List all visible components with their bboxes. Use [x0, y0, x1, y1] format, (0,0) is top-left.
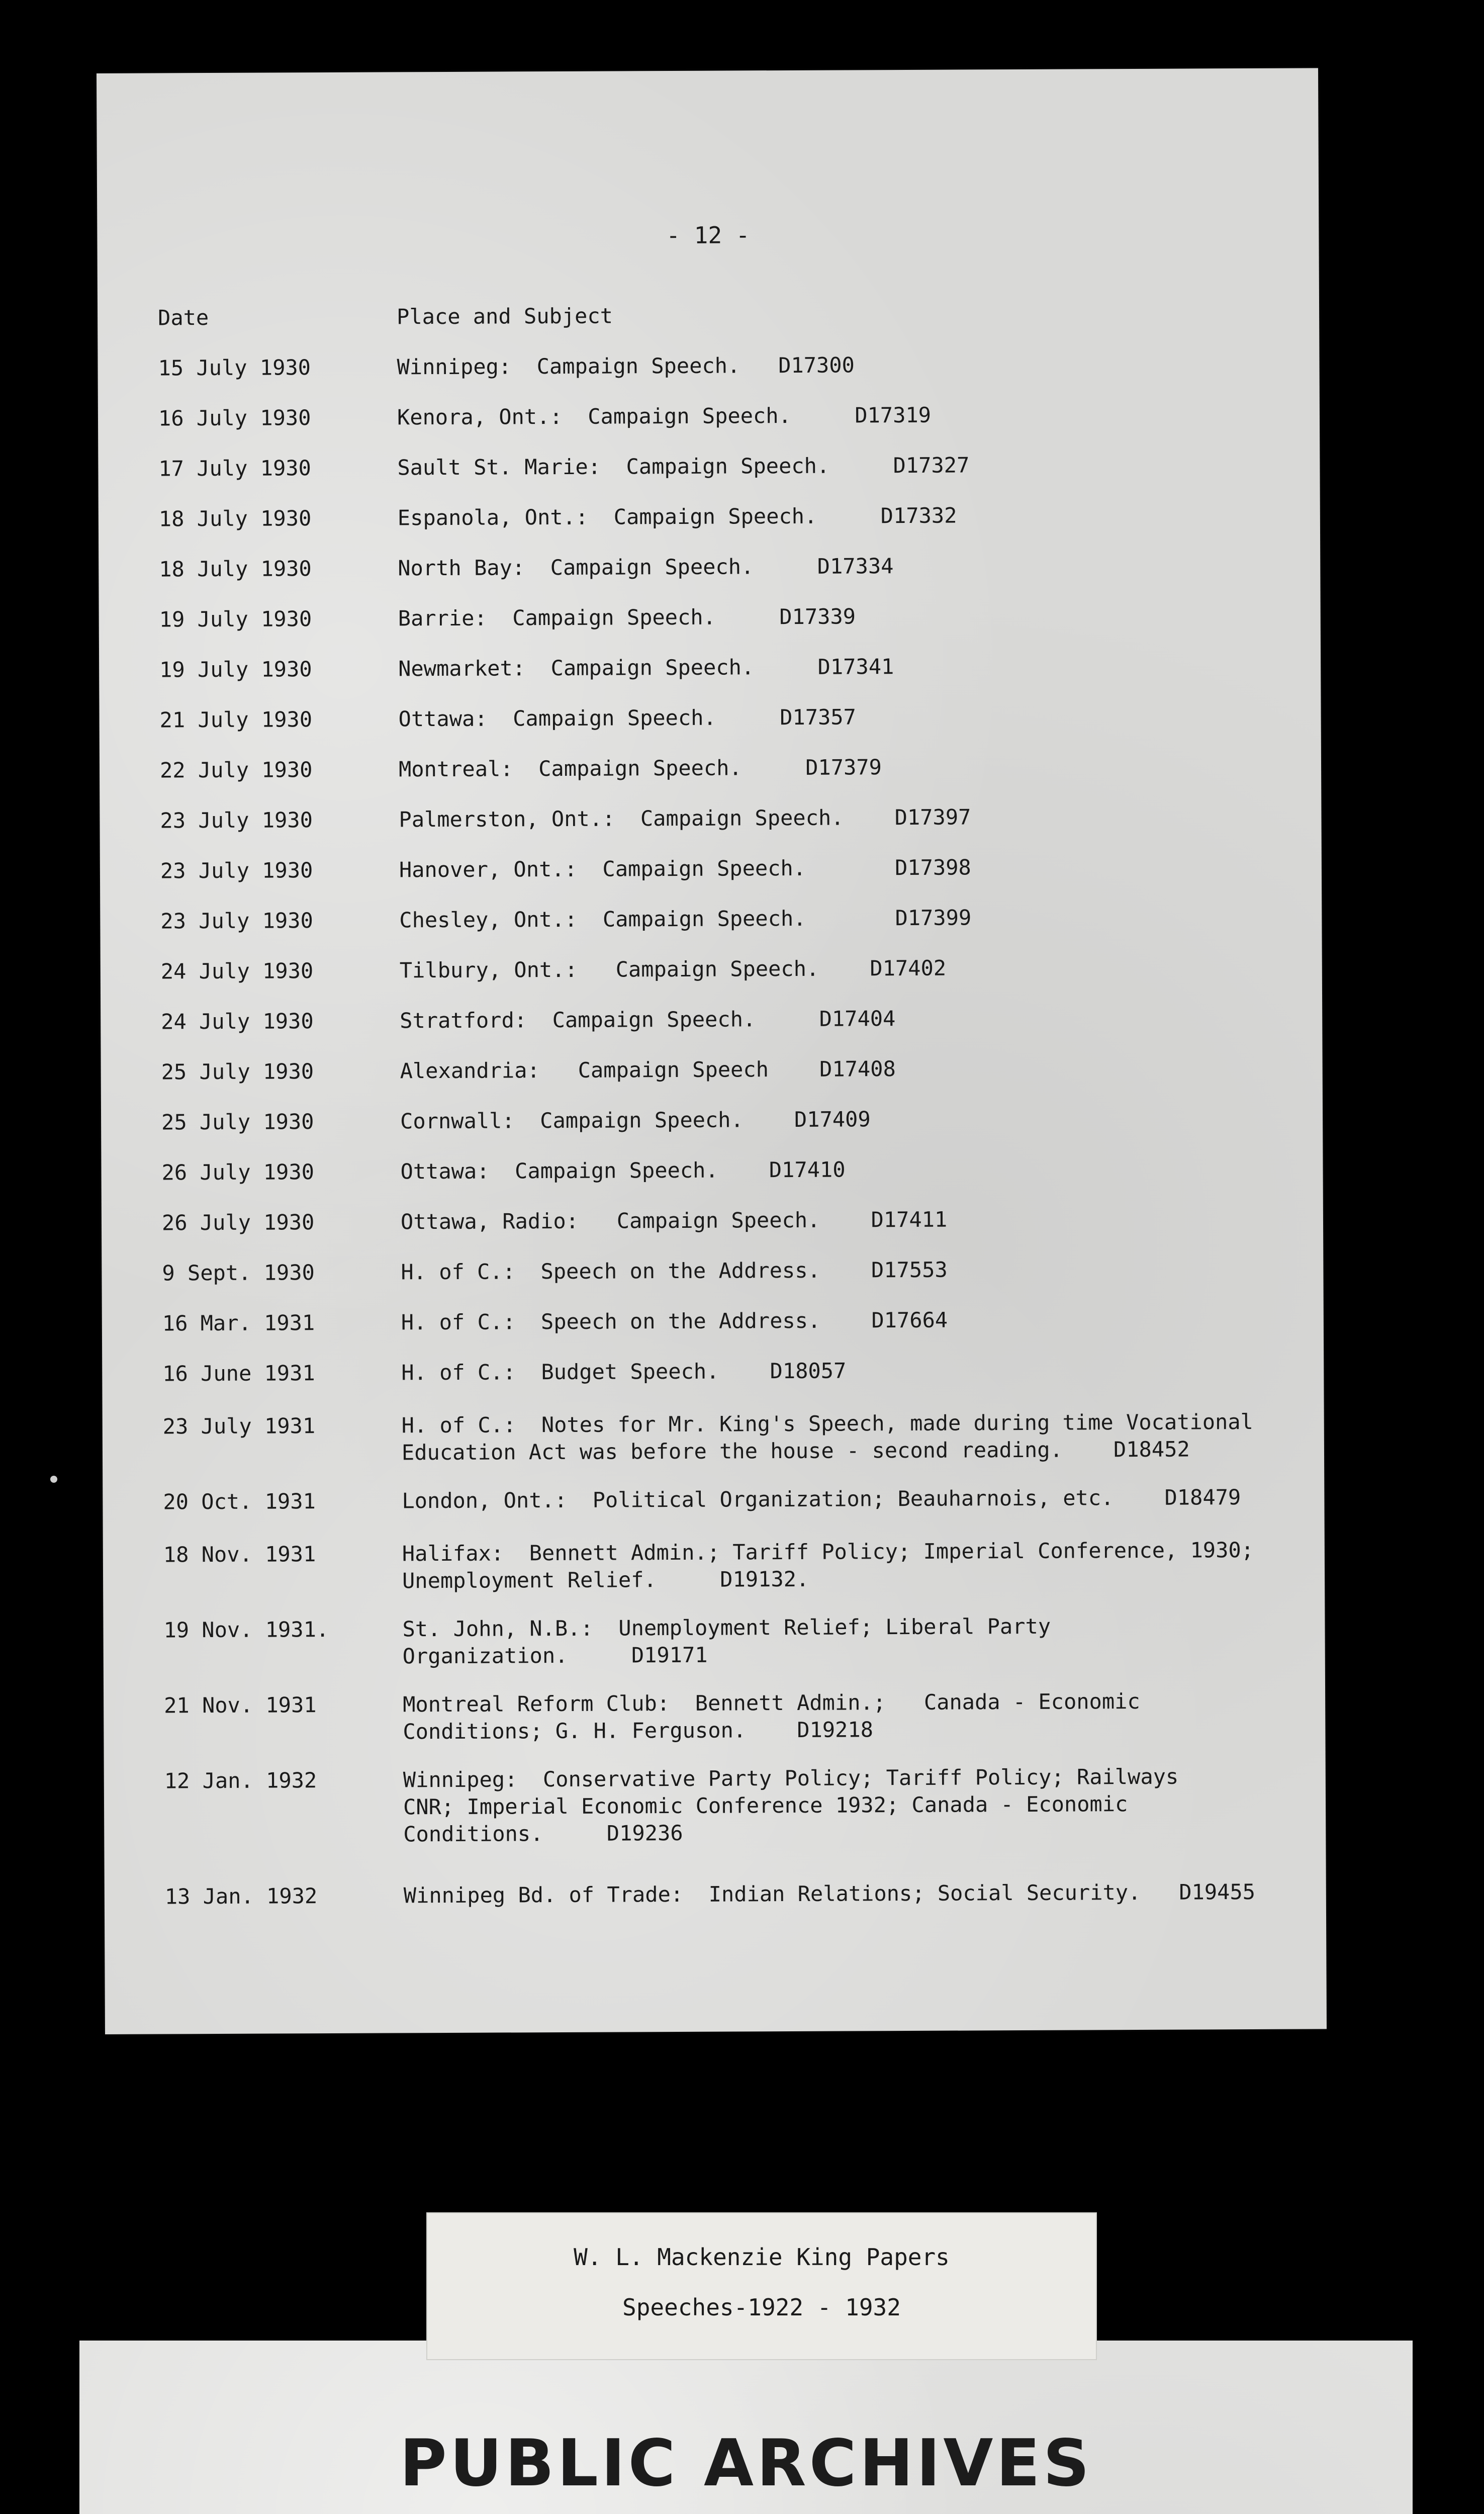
entry-date: 18 Nov. 1931 — [163, 1542, 316, 1567]
entry-subject: Stratford: Campaign Speech. D17404 — [400, 1006, 896, 1033]
entry-date: 12 Jan. 1932 — [164, 1768, 317, 1793]
entry-subject: Ottawa, Radio: Campaign Speech. D17411 — [400, 1207, 948, 1234]
entry-subject: Tilbury, Ont.: Campaign Speech. D17402 — [399, 955, 947, 983]
date-column-header: Date — [158, 305, 209, 330]
entry-subject: Halifax: Bennett Admin.; Tariff Policy; Imperial Conference, 1930; Unemployment Relief. D19132. — [402, 1537, 1254, 1593]
list-item — [159, 652, 1285, 682]
entry-date: 22 July 1930 — [159, 757, 313, 783]
list-item — [160, 953, 1287, 984]
archives-stamp — [79, 2341, 1413, 2514]
entry-subject: Winnipeg Bd. of Trade: Indian Relations; Social Security. D19455 — [403, 1879, 1256, 1908]
entry-date: 18 July 1930 — [158, 506, 312, 531]
entry-date: 18 July 1930 — [159, 556, 312, 582]
entry-date: 24 July 1930 — [160, 958, 314, 984]
entry-date: 16 Mar. 1931 — [162, 1310, 315, 1336]
list-item — [164, 1687, 1290, 1744]
entry-subject: Kenora, Ont.: Campaign Speech. D17319 — [397, 402, 932, 430]
entry-date: 25 July 1930 — [161, 1059, 314, 1085]
page-number: - 12 - — [666, 221, 750, 249]
entry-date: 25 July 1930 — [161, 1109, 314, 1135]
list-item — [158, 400, 1284, 431]
entry-subject: H. of C.: Notes for Mr. King's Speech, made during time Vocational Education Act was before the house - second reading. D18452 — [401, 1409, 1254, 1465]
list-item — [160, 903, 1286, 934]
list-item — [163, 1484, 1289, 1514]
list-item — [161, 1004, 1287, 1034]
entry-subject: Ottawa: Campaign Speech. D17410 — [400, 1157, 846, 1184]
collection-label — [426, 2212, 1097, 2360]
entry-subject: Winnipeg: Campaign Speech. D17300 — [397, 352, 855, 380]
entry-subject: H. of C.: Speech on the Address. D17553 — [401, 1257, 948, 1285]
entry-subject: Barrie: Campaign Speech. D17339 — [398, 604, 856, 631]
entry-date: 15 July 1930 — [158, 355, 311, 381]
entry-date: 19 July 1930 — [159, 606, 312, 632]
list-item — [159, 551, 1285, 582]
list-item — [164, 1763, 1290, 1847]
entry-subject: H. of C.: Speech on the Address. D17664 — [401, 1307, 948, 1335]
list-item — [158, 501, 1285, 531]
entry-subject: Palmerston, Ont.: Campaign Speech. D17397 — [399, 804, 971, 832]
entry-date: 13 Jan. 1932 — [164, 1883, 318, 1909]
entry-date: 23 July 1930 — [160, 908, 313, 934]
document-page — [97, 68, 1327, 2034]
entry-subject: North Bay: Campaign Speech. D17334 — [398, 554, 894, 581]
list-item — [161, 1104, 1287, 1135]
list-item — [163, 1612, 1289, 1669]
subject-column-header: Place and Subject — [397, 303, 613, 329]
entry-subject: Espanola, Ont.: Campaign Speech. D17332 — [397, 503, 957, 530]
entry-date: 24 July 1930 — [161, 1009, 314, 1034]
entry-subject: Cornwall: Campaign Speech. D17409 — [400, 1107, 871, 1134]
entry-subject: Montreal: Campaign Speech. D17379 — [398, 755, 882, 782]
entry-date: 17 July 1930 — [158, 456, 311, 481]
entry-date: 26 July 1930 — [161, 1159, 315, 1185]
collection-name: W. L. Mackenzie King Papers — [574, 2243, 950, 2271]
collection-series: Speeches-1922 - 1932 — [622, 2294, 901, 2321]
list-item — [162, 1255, 1288, 1286]
list-item — [161, 1205, 1288, 1235]
entry-date: 16 June 1931 — [162, 1361, 315, 1386]
list-item — [162, 1356, 1288, 1386]
column-headers — [158, 300, 1284, 330]
entry-date: 23 July 1930 — [160, 807, 313, 833]
entry-subject: H. of C.: Budget Speech. D18057 — [401, 1358, 847, 1385]
list-item — [159, 702, 1285, 733]
entry-subject: Newmarket: Campaign Speech. D17341 — [398, 654, 894, 681]
entry-subject: St. John, N.B.: Unemployment Relief; Liberal Party Organization. D19171 — [402, 1613, 1051, 1669]
entry-subject: London, Ont.: Political Organization; Beauharnois, etc. D18479 — [402, 1485, 1241, 1513]
entry-date: 16 July 1930 — [158, 405, 311, 431]
entry-date: 23 July 1930 — [160, 858, 313, 883]
entry-date: 19 Nov. 1931. — [163, 1617, 329, 1643]
list-item — [160, 802, 1286, 833]
entry-subject: Sault St. Marie: Campaign Speech. D17327 — [397, 453, 970, 480]
list-item — [162, 1305, 1288, 1336]
entry-date: 9 Sept. 1930 — [162, 1260, 315, 1286]
entry-subject: Montreal Reform Club: Bennett Admin.; Canada - Economic Conditions; G. H. Ferguson. D19218 — [403, 1688, 1140, 1744]
entry-date: 21 July 1930 — [159, 707, 313, 733]
list-item — [162, 1408, 1289, 1465]
entry-subject: Chesley, Ont.: Campaign Speech. D17399 — [399, 905, 972, 933]
list-item — [160, 853, 1286, 883]
entry-subject: Hanover, Ont.: Campaign Speech. D17398 — [399, 855, 971, 882]
entry-date: 23 July 1931 — [162, 1413, 316, 1439]
entry-subject: Alexandria: Campaign Speech D17408 — [400, 1056, 896, 1084]
list-item — [161, 1054, 1287, 1085]
list-item — [159, 752, 1286, 783]
list-item — [163, 1537, 1289, 1593]
entry-date: 21 Nov. 1931 — [164, 1692, 317, 1718]
list-item — [164, 1878, 1291, 1909]
list-item — [158, 350, 1284, 381]
entry-date: 19 July 1930 — [159, 657, 312, 682]
list-item — [159, 601, 1285, 632]
stamp-line-english: PUBLIC ARCHIVES — [400, 2426, 1092, 2501]
list-item — [161, 1154, 1287, 1185]
entry-subject: Ottawa: Campaign Speech. D17357 — [398, 704, 857, 732]
entry-subject: Winnipeg: Conservative Party Policy; Tariff Policy; Railways CNR; Imperial Economic Conference 1932; Canada - Economic Conditions. D19236 — [403, 1764, 1179, 1847]
list-item — [158, 451, 1284, 481]
entry-date: 20 Oct. 1931 — [163, 1489, 316, 1514]
entry-date: 26 July 1930 — [161, 1210, 315, 1235]
dust-speck — [50, 1476, 57, 1483]
